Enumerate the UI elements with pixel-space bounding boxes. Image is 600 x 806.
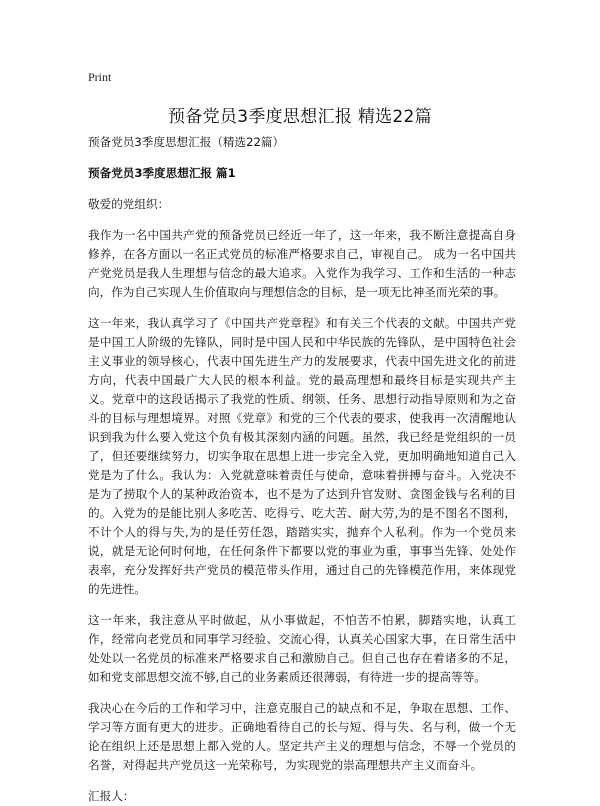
paragraph: 这一年来，我认真学习了《中国共产党章程》和有关三个代表的文献。中国共产党是中国工人阶级的先锋队，同时是中国人民和中华民族的先锋队，是中国特色社会主义事业的领导核心，代表中国先进生产力的发展要求，代表中国先进文化的前进方向，代表中国最广大人民的根本利益。党的最高理想和最终目标是实现共产主义。党章中的这段话揭示了我党的性质、纲领、任务、思想行动指导原则和为之奋斗的目标与理想境界。对照《党章》和党的三个代表的要求，使我再一次清醒地认识到我为什么要入党这个负有极其深刻内涵的问题。虽然，我已经是党组织的一员了，但还要继续努力，切实争取在思想上进一步完全入党，更加明确地知道自己入党是为了什么。我认为：入党就意味着责任与使命，意味着拼搏与奋斗。入党决不是为了捞取个人的某种政治资本，也不是为了达到升官发财、贪图金钱与名利的目的。入党为的是能比别人多吃苦、吃得亏、吃大苦、耐大劳,为的是不图名不图利，不计个人的得与失,为的是任劳任怨，踏踏实实，抛弃个人私利。作为一个党员来说，就是无论何时何地，在任何条件下都要以党的事业为重，事事当先锋、处处作表率，充分发挥好共产党员的模范带头作用，通过自己的先锋模范作用，来体现党的先进性。: [88, 316, 516, 596]
signature-label: 汇报人：: [88, 789, 135, 803]
document-body: [88, 133, 516, 806]
paragraph: 我决心在今后的工作和学习中，注意克服自己的缺点和不足，争取在思想、工作、学习等方面有更大的进步。正确地看待自己的长与短、得与失、名与利，做一个无论在组织上还是思想上都入党的人。坚定共产主义的理想与信念，不辱一个党员的名誉，对得起共产党员这一光荣称号，为实现党的崇高理想共产主义而奋斗。: [88, 701, 516, 772]
print-link[interactable]: Print: [88, 70, 112, 84]
document-title: 预备党员3季度思想汇报 精选22篇: [168, 107, 432, 127]
paragraph: 这一年来，我注意从平时做起，从小事做起，不怕苦不怕累，脚踏实地，认真工作，经常向老党员和同事学习经验、交流心得，认真关心国家大事，在日常生活中处处以一名党员的标准来严格要求自己和激励自己。但自己也存在着诸多的不足，如和党支部思想交流不够,自己的业务素质还很薄弱，有待进一步的提高等等。: [88, 613, 516, 684]
document-subtitle: 预备党员3季度思想汇报（精选22篇）: [88, 135, 285, 149]
section-title: 预备党员3季度思想汇报 篇1: [88, 166, 236, 180]
salutation: 敬爱的党组织：: [88, 197, 170, 211]
paragraph: 我作为一名中国共产党的预备党员已经近一年了，这一年来，我不断注意提高自身修养，在各方面以一名正式党员的标准严格要求自己，审视自己。 成为一名中国共产党党员是我人生理想与信念的最大追求。入党作为我学习、工作和生活的一种志向，作为自己实现人生价值取向与理想信念的目标，是一项无比神圣而光荣的事。: [88, 228, 516, 299]
